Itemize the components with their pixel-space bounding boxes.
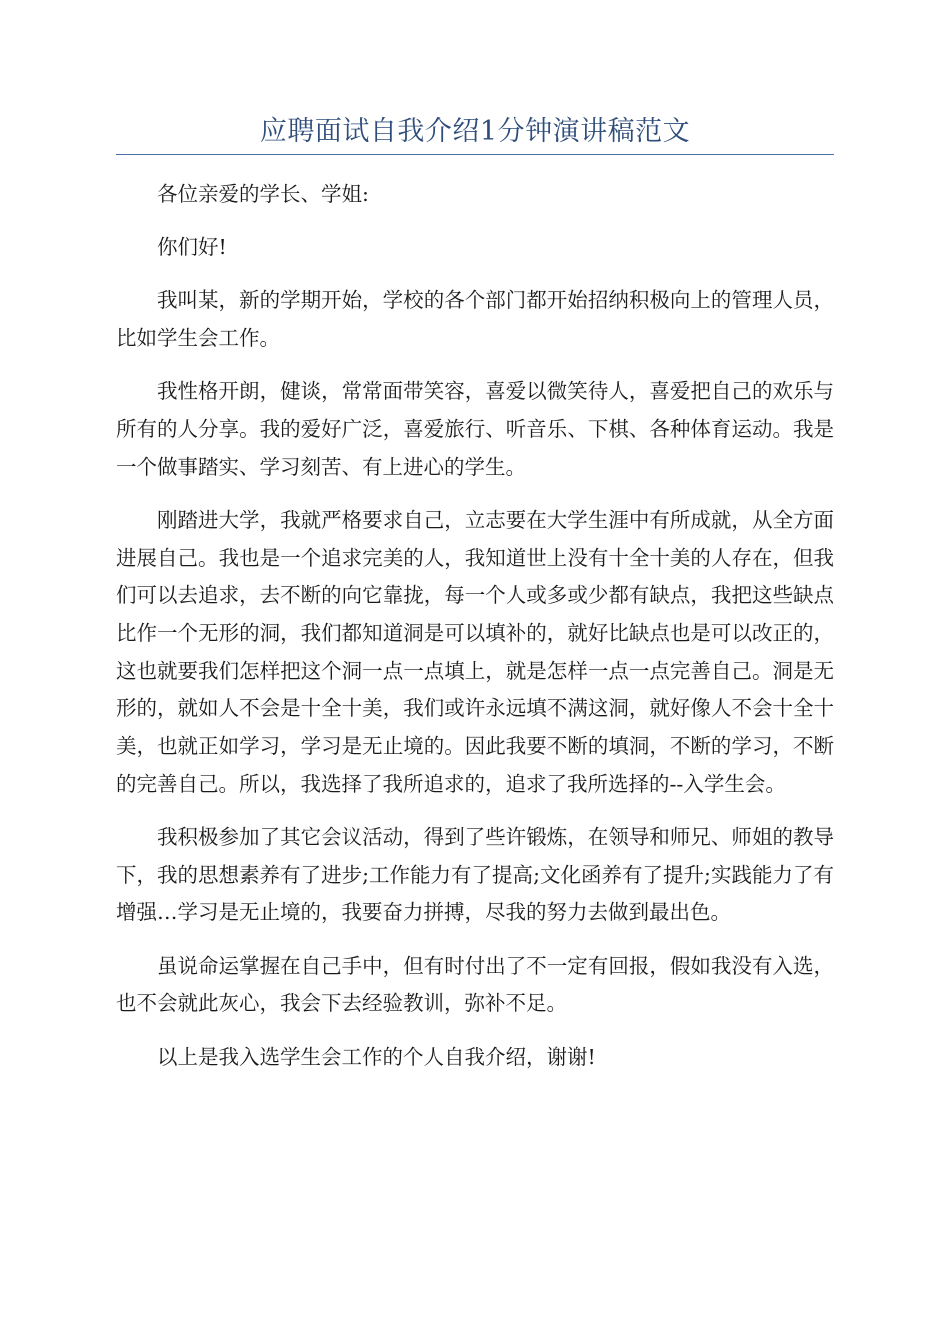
paragraph-closing: 以上是我入选学生会工作的个人自我介绍，谢谢! xyxy=(157,1044,596,1069)
paragraph-personality: 我性格开朗，健谈，常常面带笑容，喜爱以微笑待人，喜爱把自己的欢乐与所有的人分享。我的爱好广泛，喜爱旅行、听音乐、下棋、各种体育运动。我是一个做事踏实、学习刻苦、有上进心的学生。 xyxy=(116,379,834,479)
paragraph-self-improvement: 刚踏进大学，我就严格要求自己，立志要在大学生涯中有所成就，从全方面进展自己。我也是一个追求完美的人，我知道世上没有十全十美的人存在，但我们可以去追求，去不断的向它靠拢，每一个人或多或少都有缺点，我把这些缺点比作一个无形的洞，我们都知道洞是可以填补的，就好比缺点也是可以改正的，这也就要我们怎样把这个洞一点一点填上，就是怎样一点一点完善自己。洞是无形的，就如人不会是十全十美，我们或许永远填不满这洞，就好像人不会十全十美，也就正如学习，学习是无止境的。因此我要不断的填洞，不断的学习，不断的完善自己。所以，我选择了我所追求的，追求了我所选择的--入学生会。 xyxy=(116,507,834,796)
document-title: 应聘面试自我介绍1分钟演讲稿范文 xyxy=(259,116,691,147)
paragraph-experience: 我积极参加了其它会议活动，得到了些许锻炼，在领导和师兄、师姐的教导下，我的思想素养有了进步;工作能力有了提高;文化函养有了提升;实践能力了有增强…学习是无止境的，我要奋力拼搏，尽我的努力去做到最出色。 xyxy=(116,825,834,925)
paragraph-greeting: 你们好! xyxy=(157,235,227,260)
title-underline xyxy=(116,154,834,155)
document-body xyxy=(116,176,834,1092)
paragraph-attitude: 虽说命运掌握在自己手中，但有时付出了不一定有回报，假如我没有入选，也不会就此灰心，我会下去经验教训，弥补不足。 xyxy=(116,953,834,1016)
paragraph-salutation: 各位亲爱的学长、学姐: xyxy=(157,182,369,206)
paragraph-introduction: 我叫某，新的学期开始，学校的各个部门都开始招纳积极向上的管理人员，比如学生会工作。 xyxy=(116,288,834,351)
